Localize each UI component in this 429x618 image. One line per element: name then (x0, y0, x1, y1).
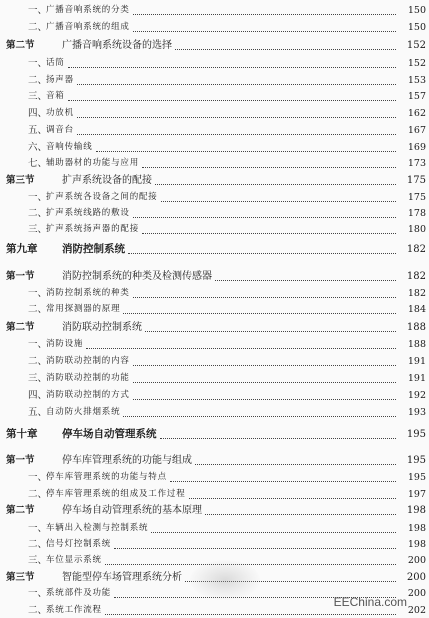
toc-entry-number: 二、 (28, 605, 48, 616)
toc-entry-title: 自动防火排烟系统 (46, 407, 121, 417)
dot-leader (133, 364, 396, 366)
dot-leader (133, 398, 396, 400)
toc-entry[interactable] (0, 140, 429, 155)
toc-entry-number: 一、 (28, 58, 48, 69)
toc-entry-page: 198 (407, 539, 426, 550)
toc-entry-number: 一、 (28, 472, 48, 483)
dot-leader (142, 166, 396, 168)
toc-entry-title: 扩声系统设备的配接 (62, 175, 152, 186)
dot-leader (114, 547, 396, 549)
toc-entry-page: 200 (406, 572, 426, 583)
dot-leader (133, 296, 396, 298)
toc-entry-page: 152 (406, 40, 426, 51)
dot-leader (175, 48, 396, 50)
toc-entry-page: 198 (406, 505, 426, 516)
toc-entry-title: 调音台 (46, 125, 74, 135)
dot-leader (160, 437, 396, 439)
toc-entry-page: 191 (407, 373, 426, 384)
dot-leader (133, 13, 396, 15)
toc-entry[interactable] (0, 242, 429, 257)
toc-entry-number: 第三节 (6, 175, 35, 186)
toc-entry-number: 六、 (28, 142, 48, 153)
toc-entry-page: 202 (407, 605, 426, 616)
toc-entry-page: 180 (407, 224, 426, 235)
toc-entry-number: 二、 (28, 489, 48, 500)
toc-entry-number: 三、 (28, 373, 48, 384)
toc-entry-page: 162 (407, 108, 426, 119)
toc-entry[interactable] (0, 89, 429, 104)
toc-entry[interactable] (0, 206, 429, 221)
toc-entry-number: 一、 (28, 5, 48, 16)
toc-entry-page: 198 (407, 523, 426, 534)
dot-leader (155, 183, 396, 185)
toc-entry-page: 182 (406, 271, 426, 282)
toc-entry-page: 182 (406, 244, 426, 255)
dot-leader (86, 347, 396, 349)
toc-entry-title: 音箱 (46, 91, 65, 101)
toc-entry-number: 二、 (28, 208, 48, 219)
toc-entry-number: 第三节 (6, 572, 35, 583)
toc-entry-page: 173 (407, 158, 426, 169)
toc-entry-number: 一、 (28, 192, 48, 203)
toc-entry[interactable] (0, 453, 429, 468)
dot-leader (133, 216, 396, 218)
toc-entry-page: 188 (406, 322, 426, 333)
dot-leader (145, 330, 396, 332)
toc-entry-number: 一、 (28, 288, 48, 299)
toc-entry-title: 扩声系统各设备之间的配接 (46, 192, 158, 202)
toc-entry[interactable] (0, 3, 429, 18)
toc-entry-number: 二、 (28, 539, 48, 550)
dot-leader (205, 513, 396, 515)
dot-leader (170, 480, 396, 482)
toc-entry-title: 消防控制系统的种类 (46, 288, 130, 298)
toc-entry-page: 157 (407, 91, 426, 102)
toc-entry[interactable] (0, 123, 429, 138)
toc-entry-number: 第十章 (6, 428, 38, 440)
toc-entry-title: 车辆出入检测与控制系统 (46, 523, 149, 533)
toc-entry-number: 三、 (28, 91, 48, 102)
toc-entry[interactable] (0, 106, 429, 121)
toc-entry-title: 系统工作流程 (46, 605, 102, 615)
toc-entry[interactable] (0, 56, 429, 71)
toc-entry-number: 一、 (28, 588, 48, 599)
toc-entry-number: 三、 (28, 224, 48, 235)
toc-entry[interactable] (0, 286, 429, 301)
toc-entry-number: 四、 (28, 108, 48, 119)
toc-entry-title: 停车场自动管理系统 (62, 428, 157, 440)
toc-entry[interactable] (0, 371, 429, 386)
dot-leader (133, 30, 396, 32)
dot-leader (123, 415, 396, 417)
toc-entry[interactable] (0, 388, 429, 403)
dot-leader (123, 312, 396, 314)
toc-entry[interactable] (0, 269, 429, 284)
toc-entry-title: 音响传输线 (46, 142, 93, 152)
toc-entry-title: 广播音响系统设备的选择 (62, 40, 172, 51)
toc-entry-page: 192 (407, 390, 426, 401)
toc-entry-title: 扩声系统线路的敷设 (46, 208, 130, 218)
toc-entry-title: 话筒 (46, 58, 65, 68)
dot-leader (133, 381, 396, 383)
toc-entry-number: 二、 (28, 75, 48, 86)
toc-entry[interactable] (0, 337, 429, 352)
faded-stamp-mark (190, 560, 260, 600)
toc-entry-page: 184 (407, 304, 426, 315)
dot-leader (68, 99, 396, 101)
toc-entry-title: 消防设施 (46, 339, 84, 349)
toc-entry-number: 七、 (28, 158, 48, 169)
toc-entry-title: 辅助器材的功能与应用 (46, 158, 140, 168)
toc-entry-page: 191 (407, 356, 426, 367)
toc-entry-title: 消防控制系统 (62, 243, 125, 255)
toc-entry-number: 三、 (28, 555, 48, 566)
toc-entry-page: 195 (407, 472, 426, 483)
toc-entry[interactable] (0, 405, 429, 420)
dot-leader (128, 252, 396, 254)
toc-entry-title: 广播音响系统的组成 (46, 22, 130, 32)
dot-leader (96, 150, 396, 152)
dot-leader (68, 66, 396, 68)
toc-entry[interactable] (0, 73, 429, 88)
dot-leader (215, 279, 396, 281)
toc-entry-page: 178 (407, 208, 426, 219)
toc-entry-number: 一、 (28, 523, 48, 534)
toc-entry-page: 175 (406, 175, 426, 186)
toc-entry[interactable] (0, 354, 429, 369)
toc-entry-number: 第一节 (6, 271, 35, 282)
toc-entry-title: 消防联动控制的内容 (46, 356, 130, 366)
toc-entry-page: 195 (406, 429, 426, 440)
toc-entry-page: 182 (407, 288, 426, 299)
toc-entry-number: 一、 (28, 339, 48, 350)
toc-entry[interactable] (0, 320, 429, 335)
toc-entry[interactable] (0, 427, 429, 442)
toc-entry[interactable] (0, 156, 429, 171)
dot-leader (195, 463, 396, 465)
toc-entry-page: 195 (406, 455, 426, 466)
toc-entry[interactable] (0, 470, 429, 485)
toc-entry-number: 第九章 (6, 243, 38, 255)
toc-entry-page: 150 (407, 22, 426, 33)
toc-entry-page: 197 (407, 489, 426, 500)
toc-entry-title: 停车场自动管理系统的基本原理 (62, 505, 202, 516)
toc-entry-number: 二、 (28, 356, 48, 367)
toc-entry-title: 系统部件及功能 (46, 588, 112, 598)
toc-entry-page: 200 (407, 588, 426, 599)
toc-entry-number: 五、 (28, 407, 48, 418)
toc-entry-title: 消防联动控制的方式 (46, 390, 130, 400)
dot-leader (77, 133, 396, 135)
toc-entry[interactable] (0, 20, 429, 35)
dot-leader (189, 497, 396, 499)
dot-leader (77, 83, 396, 85)
toc-entry-number: 二、 (28, 22, 48, 33)
toc-entry[interactable] (0, 503, 429, 518)
toc-entry[interactable] (0, 487, 429, 502)
toc-entry-page: 188 (407, 339, 426, 350)
toc-entry[interactable] (0, 302, 429, 317)
toc-entry[interactable] (0, 537, 429, 552)
dot-leader (161, 200, 396, 202)
toc-entry-number: 五、 (28, 125, 48, 136)
toc-entry[interactable] (0, 222, 429, 237)
watermark: EEChina.com (333, 595, 407, 609)
toc-entry-title: 停车库管理系统的功能与组成 (62, 455, 192, 466)
toc-entry-number: 第二节 (6, 322, 35, 333)
toc-entry-title: 功放机 (46, 108, 74, 118)
toc-entry-page: 175 (407, 192, 426, 203)
toc-entry-page: 167 (407, 125, 426, 136)
toc-entry-number: 第二节 (6, 505, 35, 516)
toc-entry-page: 200 (407, 555, 426, 566)
toc-entry-title: 消防控制系统的种类及检测传感器 (62, 271, 212, 282)
dot-leader (142, 232, 396, 234)
toc-entry-page: 152 (407, 58, 426, 69)
toc-entry-title: 扬声器 (46, 75, 74, 85)
toc-entry-number: 第二节 (6, 40, 35, 51)
toc-entry-page: 169 (407, 142, 426, 153)
toc-entry-number: 第一节 (6, 455, 35, 466)
toc-entry-title: 停车库管理系统的功能与特点 (46, 472, 167, 482)
toc-entry-number: 二、 (28, 304, 48, 315)
dot-leader (105, 563, 396, 565)
toc-entry-title: 车位显示系统 (46, 555, 102, 565)
toc-entry[interactable] (0, 521, 429, 536)
toc-entry[interactable] (0, 190, 429, 205)
dot-leader (105, 613, 396, 615)
toc-entry-page: 150 (407, 5, 426, 16)
toc-entry-page: 193 (407, 407, 426, 418)
toc-entry-title: 停车库管理系统的组成及工作过程 (46, 489, 186, 499)
toc-entry-page: 153 (407, 75, 426, 86)
dot-leader (151, 531, 396, 533)
toc-entry-title: 常用探测器的原理 (46, 304, 121, 314)
toc-entry-title: 消防联动控制系统 (62, 322, 142, 333)
toc-entry-number: 四、 (28, 390, 48, 401)
toc-entry-title: 智能型停车场管理系统分析 (62, 572, 182, 583)
toc-entry[interactable] (0, 38, 429, 53)
toc-entry-title: 信号灯控制系统 (46, 539, 112, 549)
dot-leader (77, 116, 396, 118)
toc-entry-title: 消防联动控制的功能 (46, 373, 130, 383)
toc-entry-title: 广播音响系统的分类 (46, 5, 130, 15)
toc-entry[interactable] (0, 173, 429, 188)
toc-entry-title: 扩声系统扬声器的配接 (46, 224, 140, 234)
